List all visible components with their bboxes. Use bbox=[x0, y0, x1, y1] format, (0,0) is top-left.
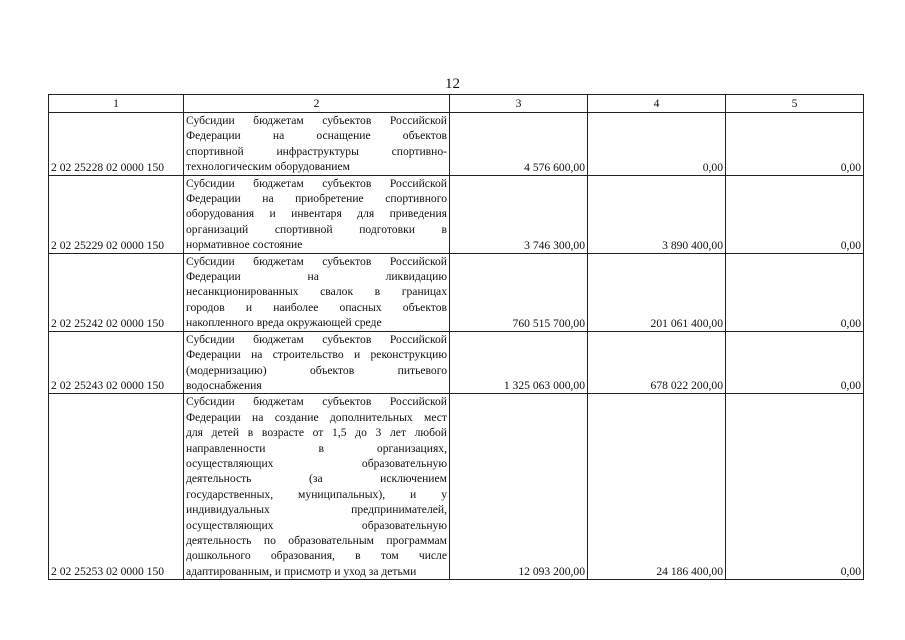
table-row bbox=[49, 113, 864, 176]
description-cell bbox=[184, 253, 450, 331]
amount-cell-col4: 0,00 bbox=[588, 113, 726, 176]
description-line: Субсидии бюджетам субъектов Российской bbox=[186, 395, 447, 409]
description-line: Субсидии бюджетам субъектов Российской bbox=[186, 254, 447, 268]
amount-cell-col3: 1 325 063 000,00 bbox=[450, 331, 588, 394]
description-line: Федерации на ликвидацию bbox=[186, 270, 447, 284]
amount-cell-col3: 760 515 700,00 bbox=[450, 253, 588, 331]
amount-cell-col5: 0,00 bbox=[726, 113, 864, 176]
column-header-3: 3 bbox=[450, 95, 588, 113]
description-line: спортивной инфраструктуры спортивно- bbox=[186, 144, 447, 158]
budget-table bbox=[48, 94, 864, 580]
description-cell bbox=[184, 113, 450, 176]
column-header-4: 4 bbox=[588, 95, 726, 113]
description-line: для детей в возрасте от 1,5 до 3 лет любой bbox=[186, 426, 447, 440]
amount-cell-col4: 678 022 200,00 bbox=[588, 331, 726, 394]
description-line: адаптированным, и присмотр и уход за детьми bbox=[186, 564, 417, 578]
description-line: дошкольного образования, в том числе bbox=[186, 549, 447, 563]
description-line: осуществляющих образовательную bbox=[186, 518, 447, 532]
description-line: Федерации на строительство и реконструкцию bbox=[186, 348, 447, 362]
table-row bbox=[49, 253, 864, 331]
budget-code-cell: 2 02 25228 02 0000 150 bbox=[49, 113, 184, 176]
amount-cell-col4: 24 186 400,00 bbox=[588, 394, 726, 580]
description-line: нормативное состояние bbox=[186, 238, 303, 252]
description-line: Субсидии бюджетам субъектов Российской bbox=[186, 176, 447, 190]
table-row bbox=[49, 175, 864, 253]
column-header-1: 1 bbox=[49, 95, 184, 113]
header-row bbox=[49, 95, 864, 113]
column-header-5: 5 bbox=[726, 95, 864, 113]
budget-code-cell: 2 02 25243 02 0000 150 bbox=[49, 331, 184, 394]
amount-cell-col5: 0,00 bbox=[726, 175, 864, 253]
description-cell bbox=[184, 175, 450, 253]
column-header-2: 2 bbox=[184, 95, 450, 113]
amount-cell-col5: 0,00 bbox=[726, 394, 864, 580]
table-row bbox=[49, 331, 864, 394]
amount-cell-col5: 0,00 bbox=[726, 253, 864, 331]
description-line: накопленного вреда окружающей среде bbox=[186, 316, 382, 330]
description-line: Федерации на оснащение объектов bbox=[186, 129, 447, 143]
budget-code-cell: 2 02 25253 02 0000 150 bbox=[49, 394, 184, 580]
description-line: Федерации на создание дополнительных мест bbox=[186, 410, 447, 424]
page-number: 12 bbox=[445, 76, 460, 92]
description-line: оборудования и инвентаря для приведения bbox=[186, 207, 447, 221]
description-line: деятельность (за исключением bbox=[186, 472, 447, 486]
amount-cell-col5: 0,00 bbox=[726, 331, 864, 394]
description-line: Федерации на приобретение спортивного bbox=[186, 192, 447, 206]
description-line: несанкционированных свалок в границах bbox=[186, 285, 447, 299]
amount-cell-col4: 201 061 400,00 bbox=[588, 253, 726, 331]
description-line: технологическим оборудованием bbox=[186, 160, 350, 174]
amount-cell-col4: 3 890 400,00 bbox=[588, 175, 726, 253]
description-line: осуществляющих образовательную bbox=[186, 456, 447, 470]
description-cell bbox=[184, 331, 450, 394]
description-line: водоснабжения bbox=[186, 378, 262, 392]
budget-code-cell: 2 02 25229 02 0000 150 bbox=[49, 175, 184, 253]
description-line: индивидуальных предпринимателей, bbox=[186, 503, 447, 517]
table-row bbox=[49, 394, 864, 580]
description-line: государственных, муниципальных), и у bbox=[186, 487, 447, 501]
amount-cell-col3: 4 576 600,00 bbox=[450, 113, 588, 176]
description-line: направленности в организациях, bbox=[186, 441, 447, 455]
description-line: Субсидии бюджетам субъектов Российской bbox=[186, 332, 447, 346]
amount-cell-col3: 12 093 200,00 bbox=[450, 394, 588, 580]
table-body bbox=[49, 113, 864, 580]
description-cell bbox=[184, 394, 450, 580]
amount-cell-col3: 3 746 300,00 bbox=[450, 175, 588, 253]
budget-code-cell: 2 02 25242 02 0000 150 bbox=[49, 253, 184, 331]
description-line: деятельность по образовательным программам bbox=[186, 533, 447, 547]
description-line: городов и наиболее опасных объектов bbox=[186, 300, 447, 314]
description-line: Субсидии бюджетам субъектов Российской bbox=[186, 114, 447, 127]
description-line: (модернизацию) объектов питьевого bbox=[186, 363, 447, 377]
description-line: организаций спортивной подготовки в bbox=[186, 222, 447, 236]
